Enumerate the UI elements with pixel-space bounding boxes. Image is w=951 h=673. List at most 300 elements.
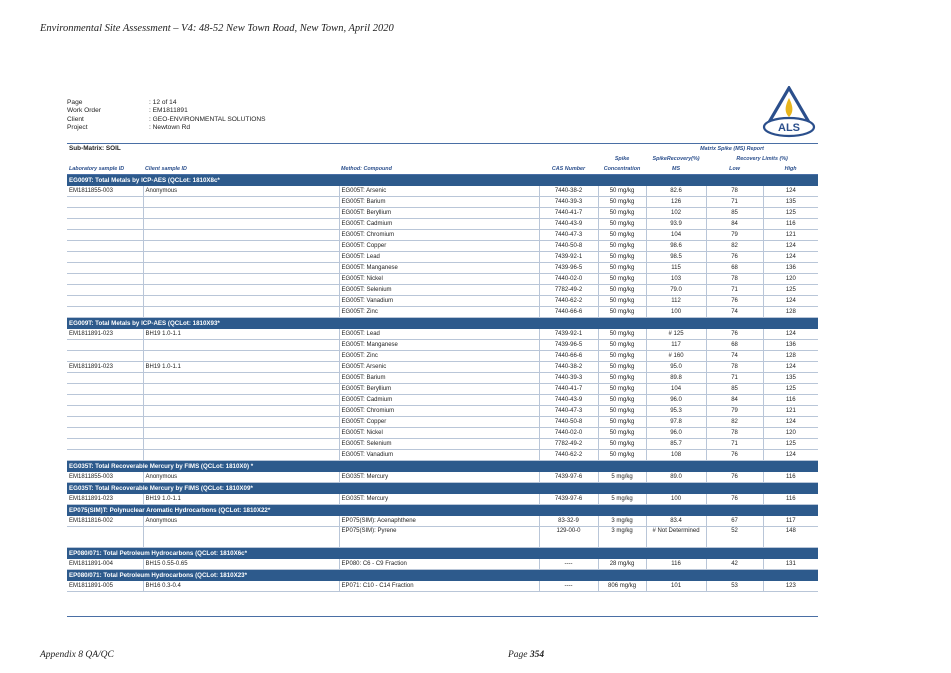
concentration: 3 mg/kg bbox=[598, 527, 646, 548]
limit-high: 123 bbox=[763, 581, 818, 592]
client-sample-id bbox=[143, 351, 339, 362]
table-row bbox=[67, 263, 818, 274]
cas-number: 7439-97-6 bbox=[539, 472, 598, 483]
meta-label: Work Order bbox=[67, 107, 101, 115]
section-header-row bbox=[67, 483, 818, 495]
lab-sample-id bbox=[67, 527, 143, 548]
lab-sample-id: EM1811891-005 bbox=[67, 581, 143, 592]
cas-number: 7440-62-2 bbox=[539, 450, 598, 461]
cas-number: 83-32-9 bbox=[539, 516, 598, 527]
limit-high: 125 bbox=[763, 285, 818, 296]
matrix-spike-report-table bbox=[67, 143, 818, 592]
limit-low: 74 bbox=[706, 351, 763, 362]
table-row bbox=[67, 329, 818, 340]
report-body bbox=[67, 175, 818, 592]
cas-number: 7440-02-0 bbox=[539, 428, 598, 439]
client-sample-id: Anonymous bbox=[143, 516, 339, 527]
ms-recovery-text: # Not Determined bbox=[652, 528, 700, 534]
method-compound: EG005T: Manganese bbox=[339, 263, 539, 274]
limit-high: 124 bbox=[763, 362, 818, 373]
ms-recovery: 101 bbox=[646, 581, 706, 592]
cas-number: 7440-38-2 bbox=[539, 186, 598, 197]
limit-low: 76 bbox=[706, 472, 763, 483]
method-compound: EG005T: Nickel bbox=[339, 274, 539, 285]
table-row bbox=[67, 494, 818, 505]
table-end-rule bbox=[67, 616, 818, 617]
client-sample-id bbox=[143, 450, 339, 461]
limit-low: 78 bbox=[706, 428, 763, 439]
concentration: 50 mg/kg bbox=[598, 252, 646, 263]
table-row bbox=[67, 362, 818, 373]
ms-recovery: 82.6 bbox=[646, 186, 706, 197]
method-compound: EG005T: Barium bbox=[339, 197, 539, 208]
client-sample-id bbox=[143, 296, 339, 307]
method-compound: EG005T: Cadmium bbox=[339, 395, 539, 406]
client-sample-id bbox=[143, 428, 339, 439]
client-sample-id: BH19 1.0-1.1 bbox=[143, 494, 339, 505]
meta-label: Client bbox=[67, 115, 84, 123]
cas-number: 7440-66-6 bbox=[539, 351, 598, 362]
lab-sample-id bbox=[67, 219, 143, 230]
client-sample-id bbox=[143, 197, 339, 208]
recovery-header: SpikeRecovery(%) bbox=[652, 156, 700, 162]
footer-page bbox=[508, 650, 544, 660]
limit-high: 121 bbox=[763, 230, 818, 241]
cas-number: 7440-43-9 bbox=[539, 395, 598, 406]
meta-value: : EM1811891 bbox=[149, 107, 188, 115]
method-compound: EG005T: Zinc bbox=[339, 307, 539, 318]
cas-number: 7439-96-5 bbox=[539, 340, 598, 351]
concentration: 50 mg/kg bbox=[598, 263, 646, 274]
lab-sample-id bbox=[67, 241, 143, 252]
lab-sample-id bbox=[67, 428, 143, 439]
table-row bbox=[67, 296, 818, 307]
lab-sample-id bbox=[67, 208, 143, 219]
method-compound: EG005T: Copper bbox=[339, 417, 539, 428]
client-sample-id bbox=[143, 307, 339, 318]
submatrix-row bbox=[67, 144, 818, 155]
limit-low: 76 bbox=[706, 450, 763, 461]
ms-recovery: 83.4 bbox=[646, 516, 706, 527]
client-sample-id bbox=[143, 373, 339, 384]
ms-recovery: 89.0 bbox=[646, 472, 706, 483]
meta-row bbox=[67, 116, 266, 124]
submatrix-label: Sub-Matrix: SOIL bbox=[67, 144, 646, 155]
lab-sample-id bbox=[67, 406, 143, 417]
document-header: Environmental Site Assessment – V4: 48-52 New Town Road, New Town, April 2020 bbox=[40, 23, 394, 34]
lab-sample-id: EM1811855-003 bbox=[67, 186, 143, 197]
meta-value: : Newtown Rd bbox=[149, 124, 191, 132]
col-client-sample-id: Client sample ID bbox=[143, 164, 339, 175]
section-header-row bbox=[67, 505, 818, 517]
client-sample-id bbox=[143, 219, 339, 230]
table-row bbox=[67, 472, 818, 483]
client-sample-id bbox=[143, 417, 339, 428]
limit-high: 120 bbox=[763, 428, 818, 439]
table-row bbox=[67, 351, 818, 362]
table-row bbox=[67, 208, 818, 219]
table-row bbox=[67, 285, 818, 296]
ms-recovery: 103 bbox=[646, 274, 706, 285]
limit-high: 124 bbox=[763, 186, 818, 197]
method-compound: EP080: C6 - C9 Fraction bbox=[339, 559, 539, 570]
method-compound: EG005T: Arsenic bbox=[339, 186, 539, 197]
cas-number: 7440-39-3 bbox=[539, 373, 598, 384]
client-sample-id bbox=[143, 285, 339, 296]
method-compound: EG005T: Beryllium bbox=[339, 208, 539, 219]
method-compound: EG005T: Beryllium bbox=[339, 384, 539, 395]
client-sample-id bbox=[143, 439, 339, 450]
cas-number: 7440-38-2 bbox=[539, 362, 598, 373]
ms-recovery: 95.0 bbox=[646, 362, 706, 373]
section-title: EG009T: Total Metals by ICP-AES (QCLot: 1810X93* bbox=[67, 318, 818, 330]
section-title: EG035T: Total Recoverable Mercury by FIMS (QCLot: 1810X09* bbox=[67, 483, 818, 495]
limit-low: 85 bbox=[706, 384, 763, 395]
section-title: EP080/071: Total Petroleum Hydrocarbons (QCLot: 1810X23* bbox=[67, 570, 818, 582]
limit-high: 124 bbox=[763, 417, 818, 428]
col-ms: MS bbox=[646, 164, 706, 175]
footer-page-label: Page bbox=[508, 650, 528, 660]
table-row bbox=[67, 406, 818, 417]
method-compound: EG005T: Lead bbox=[339, 329, 539, 340]
limit-low: 71 bbox=[706, 197, 763, 208]
method-compound: EG005T: Cadmium bbox=[339, 219, 539, 230]
ms-recovery: 98.5 bbox=[646, 252, 706, 263]
subheader-row bbox=[67, 154, 818, 164]
section-header-row bbox=[67, 570, 818, 582]
lab-sample-id bbox=[67, 296, 143, 307]
ms-recovery: 100 bbox=[646, 307, 706, 318]
limit-low: 78 bbox=[706, 186, 763, 197]
table-row bbox=[67, 559, 818, 570]
limit-low: 53 bbox=[706, 581, 763, 592]
client-sample-id bbox=[143, 340, 339, 351]
limit-high: 128 bbox=[763, 351, 818, 362]
limit-high: 148 bbox=[763, 527, 818, 548]
limit-high: 125 bbox=[763, 439, 818, 450]
client-sample-id bbox=[143, 274, 339, 285]
concentration: 5 mg/kg bbox=[598, 494, 646, 505]
table-row bbox=[67, 450, 818, 461]
concentration: 28 mg/kg bbox=[598, 559, 646, 570]
cas-number: 7440-47-3 bbox=[539, 406, 598, 417]
limit-low: 85 bbox=[706, 208, 763, 219]
limit-high: 131 bbox=[763, 559, 818, 570]
concentration: 5 mg/kg bbox=[598, 472, 646, 483]
cas-number: ---- bbox=[539, 559, 598, 570]
method-compound: EG005T: Zinc bbox=[339, 351, 539, 362]
limit-high: 135 bbox=[763, 373, 818, 384]
footer-page-number: 354 bbox=[529, 650, 545, 660]
ms-recovery: 98.6 bbox=[646, 241, 706, 252]
client-sample-id bbox=[143, 263, 339, 274]
meta-value: : 12 of 14 bbox=[149, 99, 177, 106]
ms-recovery: 100 bbox=[646, 494, 706, 505]
limit-high: 128 bbox=[763, 307, 818, 318]
client-sample-id bbox=[143, 252, 339, 263]
ms-recovery: 108 bbox=[646, 450, 706, 461]
client-sample-id: BH16 0.3-0.4 bbox=[143, 581, 339, 592]
als-logo bbox=[760, 86, 818, 138]
ms-recovery: 102 bbox=[646, 208, 706, 219]
cas-number: 129-00-0 bbox=[539, 527, 598, 548]
table-row bbox=[67, 384, 818, 395]
spike-header: Spike bbox=[614, 156, 630, 162]
concentration: 50 mg/kg bbox=[598, 197, 646, 208]
lab-sample-id bbox=[67, 395, 143, 406]
section-header-row bbox=[67, 318, 818, 330]
limit-high: 117 bbox=[763, 516, 818, 527]
concentration: 3 mg/kg bbox=[598, 516, 646, 527]
concentration: 50 mg/kg bbox=[598, 285, 646, 296]
method-compound: EG005T: Copper bbox=[339, 241, 539, 252]
ms-recovery: 85.7 bbox=[646, 439, 706, 450]
method-compound: EG035T: Mercury bbox=[339, 472, 539, 483]
ms-recovery: 97.8 bbox=[646, 417, 706, 428]
cas-number: 7440-50-8 bbox=[539, 241, 598, 252]
ms-recovery bbox=[646, 527, 706, 548]
cas-number: 7440-62-2 bbox=[539, 296, 598, 307]
limit-low: 79 bbox=[706, 406, 763, 417]
client-sample-id: BH15 0.55-0.65 bbox=[143, 559, 339, 570]
ms-recovery: 112 bbox=[646, 296, 706, 307]
section-title: EG035T: Total Recoverable Mercury by FIMS (QCLot: 1810X0) * bbox=[67, 461, 818, 473]
limit-low: 76 bbox=[706, 296, 763, 307]
group-header: Matrix Spike (MS) Report bbox=[646, 144, 818, 155]
cas-number: 7439-92-1 bbox=[539, 252, 598, 263]
cas-number: 7440-41-7 bbox=[539, 384, 598, 395]
table-row bbox=[67, 439, 818, 450]
cas-number: 7782-49-2 bbox=[539, 285, 598, 296]
cas-number: 7439-97-6 bbox=[539, 494, 598, 505]
lab-sample-id bbox=[67, 439, 143, 450]
method-compound: EG005T: Vanadium bbox=[339, 296, 539, 307]
limit-low: 79 bbox=[706, 230, 763, 241]
client-sample-id bbox=[143, 384, 339, 395]
col-low: Low bbox=[706, 164, 763, 175]
table-row bbox=[67, 252, 818, 263]
table-row bbox=[67, 516, 818, 527]
limit-low: 42 bbox=[706, 559, 763, 570]
footer-appendix: Appendix 8 QA/QC bbox=[40, 650, 114, 660]
concentration: 50 mg/kg bbox=[598, 395, 646, 406]
method-compound: EG005T: Vanadium bbox=[339, 450, 539, 461]
method-compound: EG005T: Lead bbox=[339, 252, 539, 263]
cas-number: 7440-47-3 bbox=[539, 230, 598, 241]
client-sample-id: BH19 1.0-1.1 bbox=[143, 362, 339, 373]
method-compound: EP075(SIM): Pyrene bbox=[339, 527, 539, 548]
ms-recovery: 95.3 bbox=[646, 406, 706, 417]
lab-sample-id bbox=[67, 417, 143, 428]
limit-high: 120 bbox=[763, 274, 818, 285]
table-row bbox=[67, 219, 818, 230]
lab-sample-id: EM1811816-002 bbox=[67, 516, 143, 527]
meta-row bbox=[67, 99, 266, 107]
section-header-row bbox=[67, 175, 818, 187]
method-compound: EG005T: Arsenic bbox=[339, 362, 539, 373]
table-row bbox=[67, 581, 818, 592]
concentration: 50 mg/kg bbox=[598, 406, 646, 417]
limit-high: 135 bbox=[763, 197, 818, 208]
concentration: 50 mg/kg bbox=[598, 241, 646, 252]
limit-low: 78 bbox=[706, 274, 763, 285]
concentration: 50 mg/kg bbox=[598, 307, 646, 318]
limit-low: 71 bbox=[706, 285, 763, 296]
column-header-row bbox=[67, 164, 818, 175]
concentration: 50 mg/kg bbox=[598, 373, 646, 384]
col-method-compound: Method: Compound bbox=[339, 164, 539, 175]
limit-low: 68 bbox=[706, 263, 763, 274]
report-meta bbox=[67, 99, 266, 133]
table-row bbox=[67, 373, 818, 384]
limit-low: 76 bbox=[706, 329, 763, 340]
concentration: 50 mg/kg bbox=[598, 208, 646, 219]
client-sample-id bbox=[143, 406, 339, 417]
limit-low: 68 bbox=[706, 340, 763, 351]
limit-high: 116 bbox=[763, 395, 818, 406]
method-compound: EG005T: Selenium bbox=[339, 439, 539, 450]
concentration: 50 mg/kg bbox=[598, 329, 646, 340]
limit-high: 116 bbox=[763, 219, 818, 230]
table-row bbox=[67, 230, 818, 241]
meta-row bbox=[67, 107, 266, 115]
client-sample-id: BH19 1.0-1.1 bbox=[143, 329, 339, 340]
limit-low: 82 bbox=[706, 241, 763, 252]
ms-recovery: 117 bbox=[646, 340, 706, 351]
lab-sample-id bbox=[67, 373, 143, 384]
client-sample-id bbox=[143, 208, 339, 219]
table-row bbox=[67, 340, 818, 351]
limit-low: 76 bbox=[706, 494, 763, 505]
section-header-row bbox=[67, 548, 818, 560]
ms-recovery: 116 bbox=[646, 559, 706, 570]
ms-recovery: 79.0 bbox=[646, 285, 706, 296]
lab-sample-id bbox=[67, 197, 143, 208]
meta-label: Project bbox=[67, 124, 88, 132]
limit-low: 71 bbox=[706, 373, 763, 384]
ms-recovery: # 160 bbox=[646, 351, 706, 362]
concentration: 50 mg/kg bbox=[598, 296, 646, 307]
method-compound: EG005T: Selenium bbox=[339, 285, 539, 296]
client-sample-id: Anonymous bbox=[143, 186, 339, 197]
method-compound: EP071: C10 - C14 Fraction bbox=[339, 581, 539, 592]
ms-recovery: 93.9 bbox=[646, 219, 706, 230]
limit-low: 84 bbox=[706, 395, 763, 406]
lab-sample-id: EM1811855-003 bbox=[67, 472, 143, 483]
table-row bbox=[67, 307, 818, 318]
ms-recovery: 104 bbox=[646, 384, 706, 395]
ms-recovery: 96.0 bbox=[646, 428, 706, 439]
lab-sample-id bbox=[67, 384, 143, 395]
ms-recovery: 126 bbox=[646, 197, 706, 208]
limit-high: 136 bbox=[763, 340, 818, 351]
limit-low: 67 bbox=[706, 516, 763, 527]
limit-high: 124 bbox=[763, 329, 818, 340]
method-compound: EG005T: Nickel bbox=[339, 428, 539, 439]
meta-value: : GEO-ENVIRONMENTAL SOLUTIONS bbox=[149, 115, 266, 123]
ms-recovery: 104 bbox=[646, 230, 706, 241]
col-lab-sample-id: Laboratory sample ID bbox=[67, 164, 143, 175]
table-row bbox=[67, 395, 818, 406]
concentration: 50 mg/kg bbox=[598, 384, 646, 395]
limit-high: 125 bbox=[763, 208, 818, 219]
limit-high: 124 bbox=[763, 241, 818, 252]
client-sample-id bbox=[143, 230, 339, 241]
method-compound: EG005T: Manganese bbox=[339, 340, 539, 351]
lab-sample-id bbox=[67, 340, 143, 351]
method-compound: EG035T: Mercury bbox=[339, 494, 539, 505]
logo-text: ALS bbox=[778, 122, 800, 134]
lab-sample-id bbox=[67, 450, 143, 461]
lab-sample-id bbox=[67, 263, 143, 274]
method-compound: EG005T: Chromium bbox=[339, 230, 539, 241]
limit-high: 136 bbox=[763, 263, 818, 274]
meta-label: Page bbox=[67, 99, 83, 106]
concentration: 50 mg/kg bbox=[598, 230, 646, 241]
concentration: 50 mg/kg bbox=[598, 340, 646, 351]
limit-low: 84 bbox=[706, 219, 763, 230]
cas-number: 7439-92-1 bbox=[539, 329, 598, 340]
client-sample-id bbox=[143, 241, 339, 252]
meta-row bbox=[67, 124, 266, 132]
concentration: 50 mg/kg bbox=[598, 450, 646, 461]
cas-number: 7440-02-0 bbox=[539, 274, 598, 285]
concentration: 50 mg/kg bbox=[598, 362, 646, 373]
col-cas-number: CAS Number bbox=[539, 164, 598, 175]
ms-recovery: # 125 bbox=[646, 329, 706, 340]
lab-sample-id: EM1811891-023 bbox=[67, 494, 143, 505]
method-compound: EG005T: Chromium bbox=[339, 406, 539, 417]
limit-high: 121 bbox=[763, 406, 818, 417]
ms-recovery: 115 bbox=[646, 263, 706, 274]
cas-number: 7440-50-8 bbox=[539, 417, 598, 428]
limit-low: 76 bbox=[706, 252, 763, 263]
lab-sample-id: EM1811891-023 bbox=[67, 329, 143, 340]
table-row bbox=[67, 417, 818, 428]
lab-sample-id bbox=[67, 351, 143, 362]
ms-recovery: 89.8 bbox=[646, 373, 706, 384]
table-row bbox=[67, 186, 818, 197]
limit-low: 82 bbox=[706, 417, 763, 428]
client-sample-id: Anonymous bbox=[143, 472, 339, 483]
concentration: 50 mg/kg bbox=[598, 219, 646, 230]
logo-flame-icon bbox=[786, 98, 793, 117]
limit-high: 124 bbox=[763, 252, 818, 263]
table-row bbox=[67, 241, 818, 252]
col-concentration: Concentration bbox=[598, 164, 646, 175]
limit-low: 78 bbox=[706, 362, 763, 373]
concentration: 50 mg/kg bbox=[598, 186, 646, 197]
lab-sample-id bbox=[67, 252, 143, 263]
client-sample-id bbox=[143, 527, 339, 548]
cas-number: 7782-49-2 bbox=[539, 439, 598, 450]
limit-low: 74 bbox=[706, 307, 763, 318]
lab-sample-id bbox=[67, 307, 143, 318]
cas-number: 7440-43-9 bbox=[539, 219, 598, 230]
concentration: 50 mg/kg bbox=[598, 417, 646, 428]
limit-high: 124 bbox=[763, 296, 818, 307]
cas-number: 7440-41-7 bbox=[539, 208, 598, 219]
cas-number: 7439-96-5 bbox=[539, 263, 598, 274]
lab-sample-id bbox=[67, 274, 143, 285]
concentration: 806 mg/kg bbox=[598, 581, 646, 592]
lab-sample-id bbox=[67, 285, 143, 296]
limit-high: 116 bbox=[763, 472, 818, 483]
section-title: EP075(SIM)T: Polynuclear Aromatic Hydrocarbons (QCLot: 1810X22* bbox=[67, 505, 818, 517]
method-compound: EG005T: Barium bbox=[339, 373, 539, 384]
col-high: High bbox=[763, 164, 818, 175]
section-title: EG009T: Total Metals by ICP-AES (QCLot: 1810X8c* bbox=[67, 175, 818, 187]
